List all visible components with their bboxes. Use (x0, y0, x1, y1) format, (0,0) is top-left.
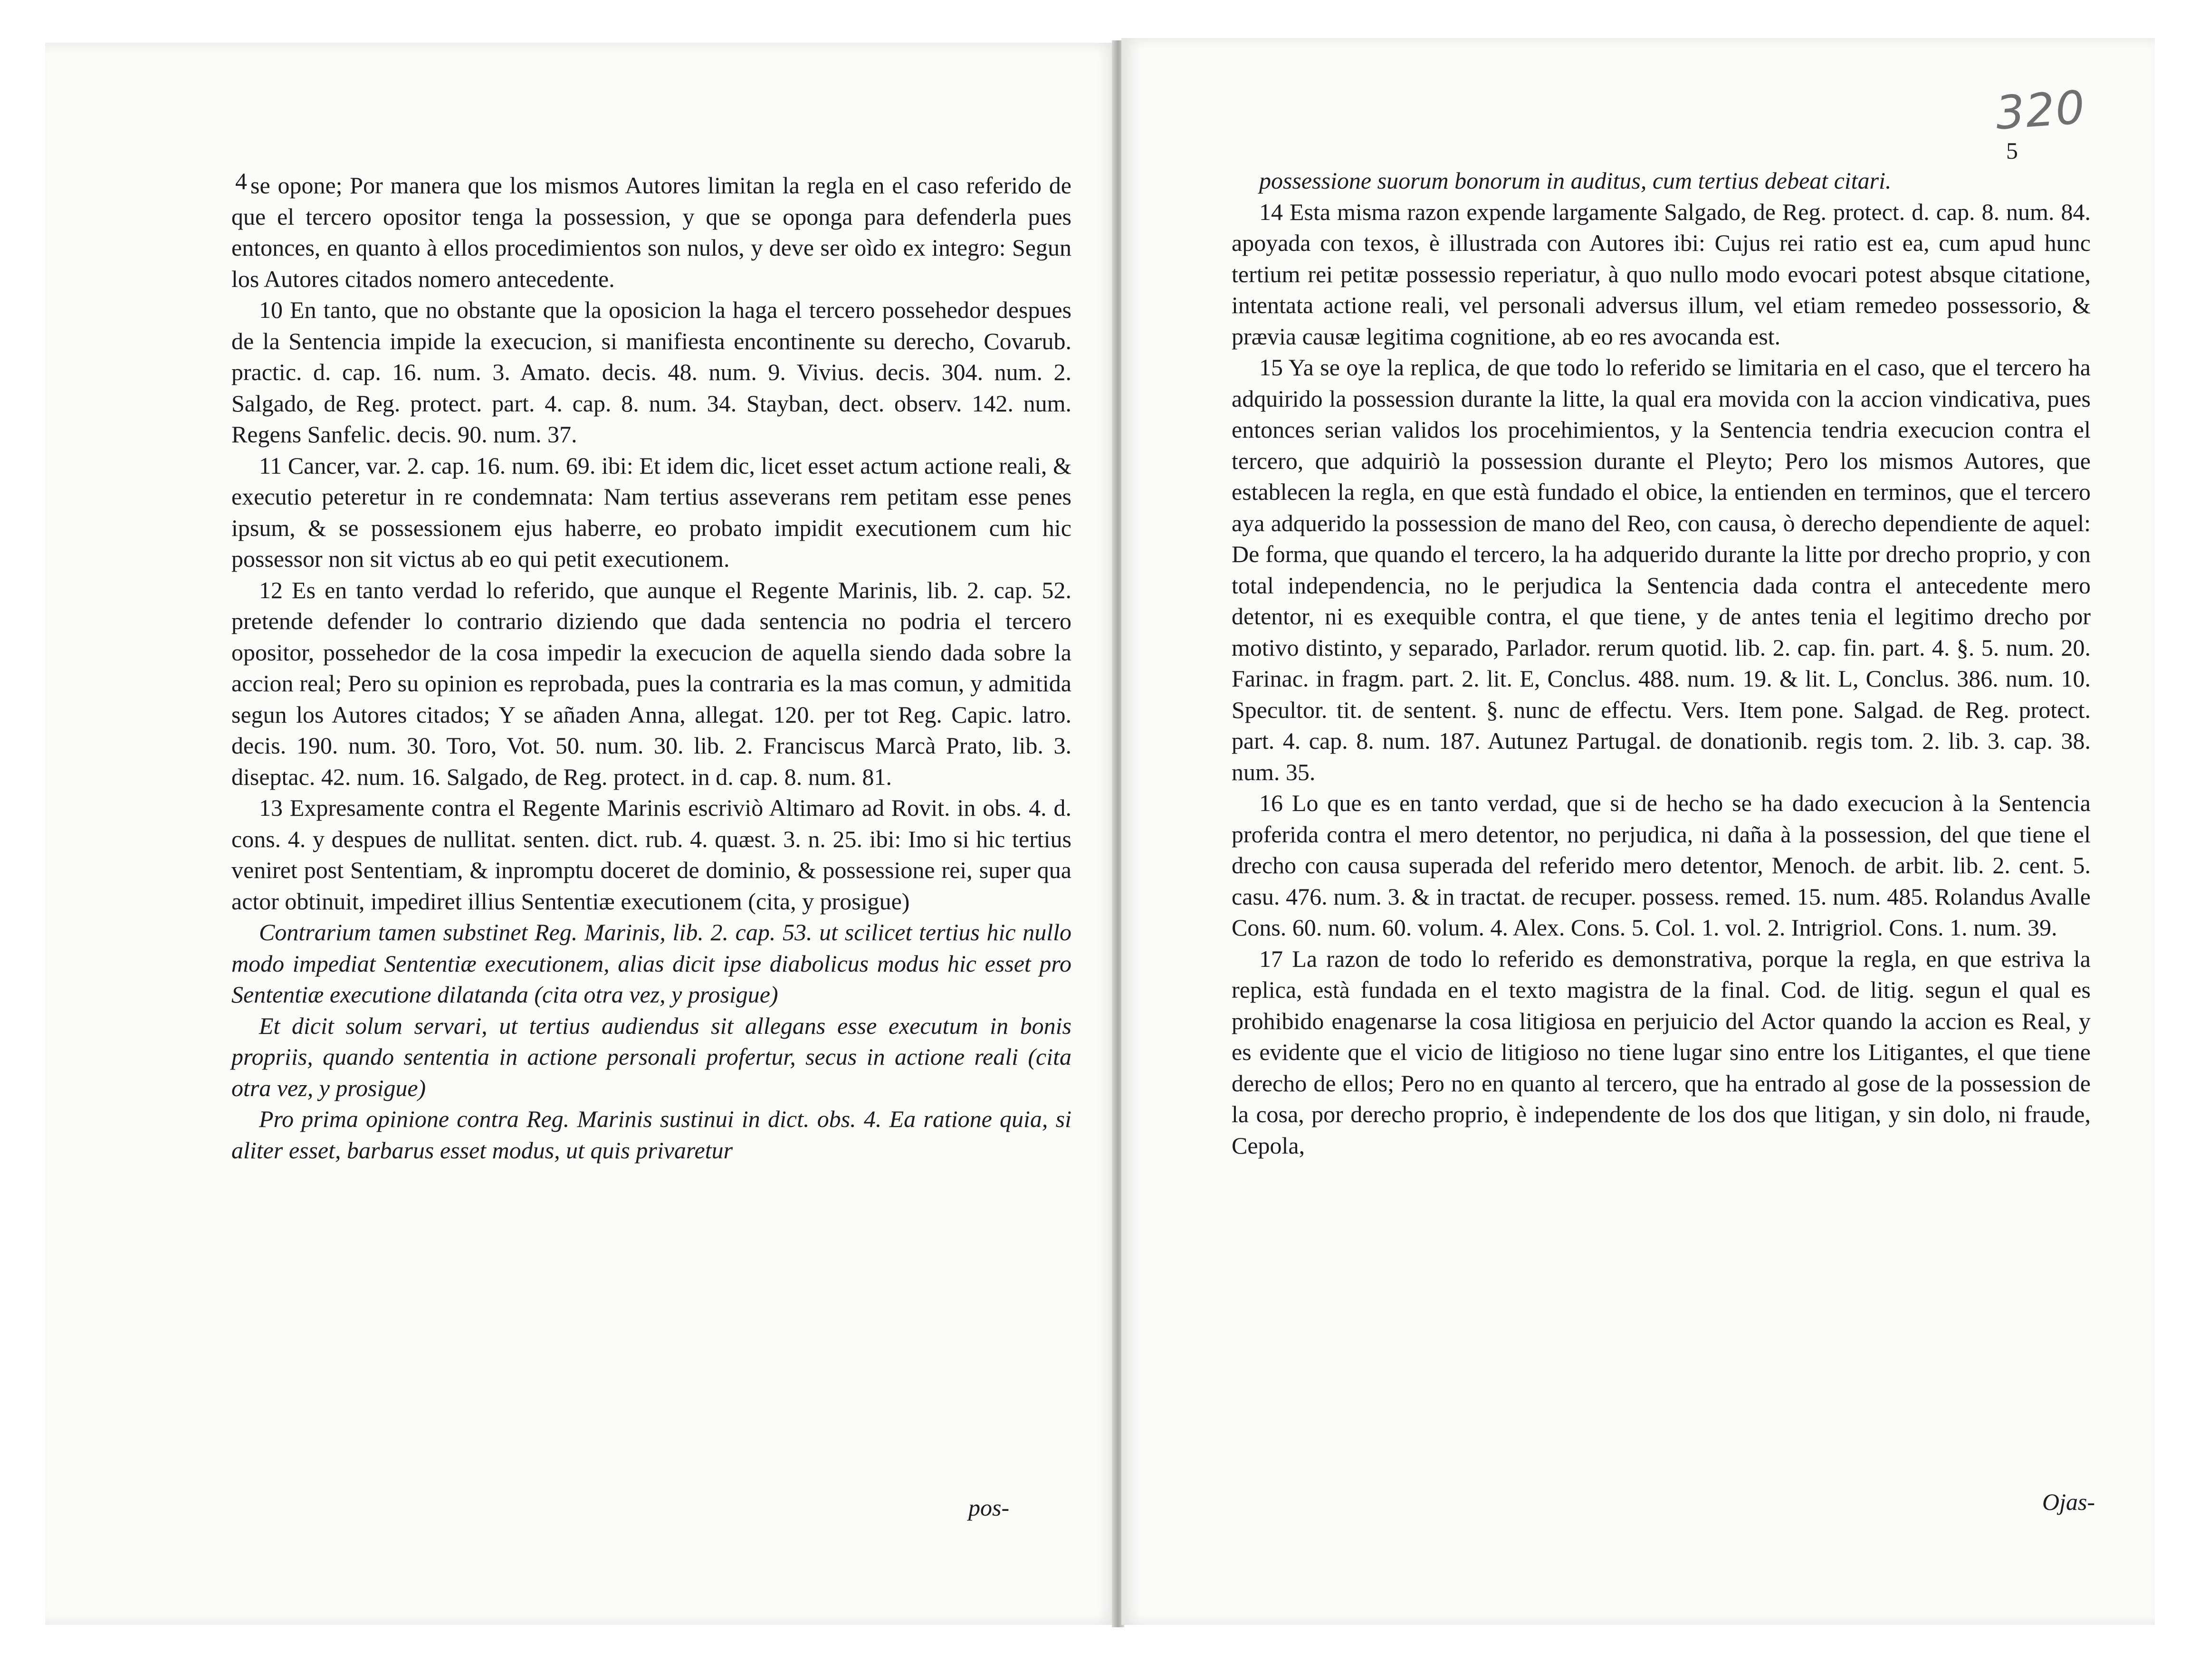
handwritten-folio-mark: 320 (1994, 80, 2087, 140)
left-page-text (231, 170, 1071, 1166)
right-page-text (1232, 165, 2091, 1161)
catchword: pos- (968, 1494, 1010, 1521)
paragraph: 15 Ya se oye la replica, de que todo lo referido se limitaria en el caso, que el tercero ha adquirido la possession durante la litte, la qual era movida con la accion vindicativa, pues entonces serian validos los procehimientos, y la Sentencia tendria execucion contra el tercero, que adquiriò la possession durante el Pleyto; Pero los mismos Autores, que establecen la regla, en que està fundado el obice, la entienden en terminos, que el tercero aya adquerido la possession de mano del Reo, con causa, ò derecho dependiente de aquel: De forma, que quando el tercero, la ha adquerido durante la litte por drecho proprio, y con total independencia, no le perjudica la Sentencia dada contra el antecedente mero detentor, ni es exequible contra, el que tiene, y de antes tenia el legitimo drecho por motivo distinto, y separado, Parlador. rerum quotid. lib. 2. cap. fin. part. 4. §. 5. num. 20. Farinac. in fragm. part. 2. lit. E, Conclus. 488. num. 19. & lit. L, Conclus. 386. num. 10. Specultor. tit. de sentent. §. nunc de effectu. Vers. Item pone. Salgad. de Reg. protect. part. 4. cap. 8. num. 187. Autunez Partugal. de donationib. regis tom. 2. lib. 3. cap. 38. num. 35. (1232, 354, 2091, 785)
paragraph: 13 Expresamente contra el Regente Marinis escriviò Altimaro ad Rovit. in obs. 4. d. cons. 4. y despues de nullitat. senten. dict. rub. 4. quæst. 3. n. 25. ibi: Imo si hic tertius veniret post Sententiam, & inpromptu doceret de dominio, & possessione rei, super qua actor obtinuit, impediret illius Sententiæ executionem (cita, y prosigue) (231, 794, 1071, 915)
paragraph: se opone; Por manera que los mismos Autores limitan la regla en el caso referido de que el tercero opositor tenga la possession, y que se oponga para defenderla pues entonces, en quanto à ellos procedimientos son nulos, y deve ser oìdo ex integro: Segun los Autores citados nomero antecedente. (231, 172, 1071, 292)
paragraph: 14 Esta misma razon expende largamente Salgado, de Reg. protect. d. cap. 8. num. 84. apoyada con texos, è illustrada con Autores ibi: Cujus rei ratio est ea, cum apud hunc tertium rei petitæ possessio reperiatur, à quo nullo modo evocari potest absque citatione, intentata actione reali, vel personali adversus illum, vel etiam remedeo possessorio, & prævia causæ legitima cognitione, ab eo res avocanda est. (1232, 198, 2091, 350)
paragraph: 17 La razon de todo lo referido es demonstrativa, porque la regla, en que estriva la replica, està fundada en el texto magistra de la final. Cod. de litig. segun el qual es prohibido enagenarse la cosa litigiosa en perjuicio del Actor quando la accion es Real, y es evidente que el vicio de litigioso no tiene lugar sino entre los Litigantes, el que tiene derecho de ellos; Pero no en quanto al tercero, que ha entrado al gose de la possession de la cosa, por derecho proprio, è independente de los dos que litigan, y sin dolo, ni fraude, Cepola, (1232, 945, 2091, 1159)
paragraph: Contrarium tamen substinet Reg. Marinis, lib. 2. cap. 53. ut scilicet tertius hic nullo modo impediat Sententiæ executionem, alias dicit ipse diabolicus modus hic esset pro Sententiæ executione dilatanda (cita otra vez, y prosigue) (231, 919, 1071, 1008)
paragraph: 16 Lo que es en tanto verdad, que si de hecho se ha dado execucion à la Sentencia proferida contra el mero detentor, no perjudica, ni daña à la possession, del que tiene el drecho con causa superada del referido mero detentor, Menoch. de arbit. lib. 2. cent. 5. casu. 476. num. 3. & in tractat. de recuper. possess. remed. 15. num. 485. Rolandus Avalle Cons. 60. num. 60. volum. 4. Alex. Cons. 5. Col. 1. vol. 2. Intrigriol. Cons. 1. num. 39. (1232, 790, 2091, 941)
paragraph: possessione suorum bonorum in auditus, cum tertius debeat citari. (1259, 167, 1892, 194)
right-page (1121, 38, 2155, 1625)
paragraph: Et dicit solum servari, ut tertius audiendus sit allegans esse executum in bonis propriis, quando sententia in actione personali profertur, secus in actione reali (cita otra vez, y prosigue) (231, 1012, 1071, 1101)
page-number: 5 (2006, 137, 2018, 164)
paragraph: 11 Cancer, var. 2. cap. 16. num. 69. ibi: Et idem dic, licet esset actum actione reali, & executio peteretur in re condemnata: Nam tertius asseverans rem petitam esse penes ipsum, & se possessionem ejus haberre, eo probato impidit executionem cum hic possessor non sit victus ab eo qui petit executionem. (231, 452, 1071, 572)
catchword: Ojas- (2042, 1489, 2095, 1515)
paragraph: Pro prima opinione contra Reg. Marinis sustinui in dict. obs. 4. Ea ratione quia, si aliter esset, barbarus esset modus, ut quis privaretur (231, 1106, 1071, 1164)
paragraph: 12 Es en tanto verdad lo referido, que aunque el Regente Marinis, lib. 2. cap. 52. pretende defender lo contrario diziendo que dada sentencia no podria el tercero opositor, possehedor de la cosa impedir la execucion de aquella siendo dada sobre la accion real; Pero su opinion es reprobada, pues la contraria es la mas comun, y admitida segun los Autores citados; Y se añaden Anna, allegat. 120. per tot Reg. Capic. latro. decis. 190. num. 30. Toro, Vot. 50. num. 30. lib. 2. Franciscus Marcà Prato, lib. 3. diseptac. 42. num. 16. Salgado, de Reg. protect. in d. cap. 8. num. 81. (231, 576, 1071, 790)
left-page (45, 43, 1117, 1625)
paragraph: 10 En tanto, que no obstante que la oposicion la haga el tercero possehedor despues de la Sentencia impide la execucion, si manifiesta encontinente su derecho, Covarub. practic. d. cap. 16. num. 3. Amato. decis. 48. num. 9. Vivius. decis. 304. num. 2. Salgado, de Reg. protect. part. 4. cap. 8. num. 34. Stayban, dect. observ. 142. num. Regens Sanfelic. decis. 90. num. 37. (231, 296, 1071, 448)
page-number: 4 (235, 168, 247, 194)
